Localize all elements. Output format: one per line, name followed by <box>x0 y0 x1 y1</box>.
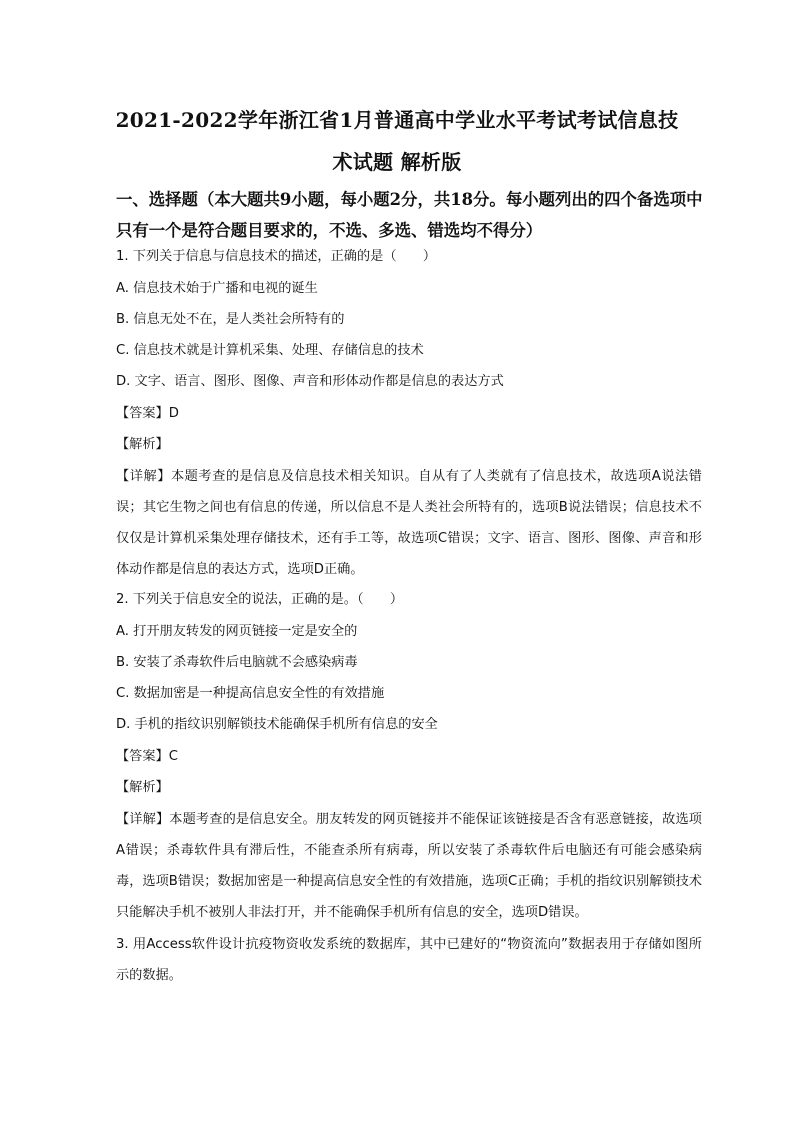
question-1-stem: 1. 下列关于信息与信息技术的描述，正确的是（ ） <box>116 249 437 264</box>
answer-tag: 【答案】 <box>116 406 169 421</box>
question-2-detail: 【详解】本题考查的是信息安全。朋友转发的网页链接并不能保证该链接是否含有恶意链接，故选项A错误；杀毒软件具有滞后性，不能查杀所有病毒，所以安装了杀毒软件后电脑还有可能会感染病毒，选项B错误；数据加密是一种提高信息安全性的有效措施，选项C正确；手机的指纹识别解锁技术只能解决手机不被别人非法打开，并不能确保手机所有信息的安全，选项D错误。 <box>116 812 702 920</box>
section-heading-line-1: 一、选择题（本大题共9小题，每小题2分，共18分。每小题列出的四个备选项中 <box>116 190 703 209</box>
answer-value: C <box>168 749 178 764</box>
answer-value: D <box>168 406 179 421</box>
question-2-option-a: A. 打开朋友转发的网页链接一定是安全的 <box>116 624 358 639</box>
question-1-option-b: B. 信息无处不在，是人类社会所特有的 <box>116 312 345 327</box>
question-1-option-d: D. 文字、语言、图形、图像、声音和形体动作都是信息的表达方式 <box>116 374 504 389</box>
question-2-analysis-tag: 【解析】 <box>116 780 169 795</box>
question-1-option-a: A. 信息技术始于广播和电视的诞生 <box>116 281 318 296</box>
question-1-option-c: C. 信息技术就是计算机采集、处理、存储信息的技术 <box>116 343 424 358</box>
question-2-option-d: D. 手机的指纹识别解锁技术能确保手机所有信息的安全 <box>116 717 438 732</box>
question-2-answer <box>116 747 178 767</box>
question-3-stem: 3. 用Access软件设计抗疫物资收发系统的数据库，其中已建好的“物资流向”数据表用于存储如图所示的数据。 <box>116 937 702 983</box>
question-2-stem: 2. 下列关于信息安全的说法，正确的是。（ ） <box>116 592 404 607</box>
question-1-analysis-tag: 【解析】 <box>116 437 169 452</box>
document-title-line-1: 2021-2022学年浙江省1月普通高中学业水平考试考试信息技 <box>115 108 679 132</box>
section-heading-line-2: 只有一个是符合题目要求的，不选、多选、错选均不得分） <box>116 221 543 240</box>
document-title-line-2: 术试题 解析版 <box>332 150 462 174</box>
question-1-detail: 【详解】本题考查的是信息及信息技术相关知识。自从有了人类就有了信息技术，故选项A说法错误；其它生物之间也有信息的传递，所以信息不是人类社会所特有的，选项B说法错误；信息技术不仅仅是计算机采集处理存储技术，还有手工等，故选项C错误；文字、语言、图形、图像、声音和形体动作都是信息的表达方式，选项D正确。 <box>116 469 702 577</box>
answer-tag: 【答案】 <box>116 749 169 764</box>
question-1-answer <box>116 404 179 424</box>
question-2-option-c: C. 数据加密是一种提高信息安全性的有效措施 <box>116 686 385 701</box>
question-2-option-b: B. 安装了杀毒软件后电脑就不会感染病毒 <box>116 655 358 670</box>
